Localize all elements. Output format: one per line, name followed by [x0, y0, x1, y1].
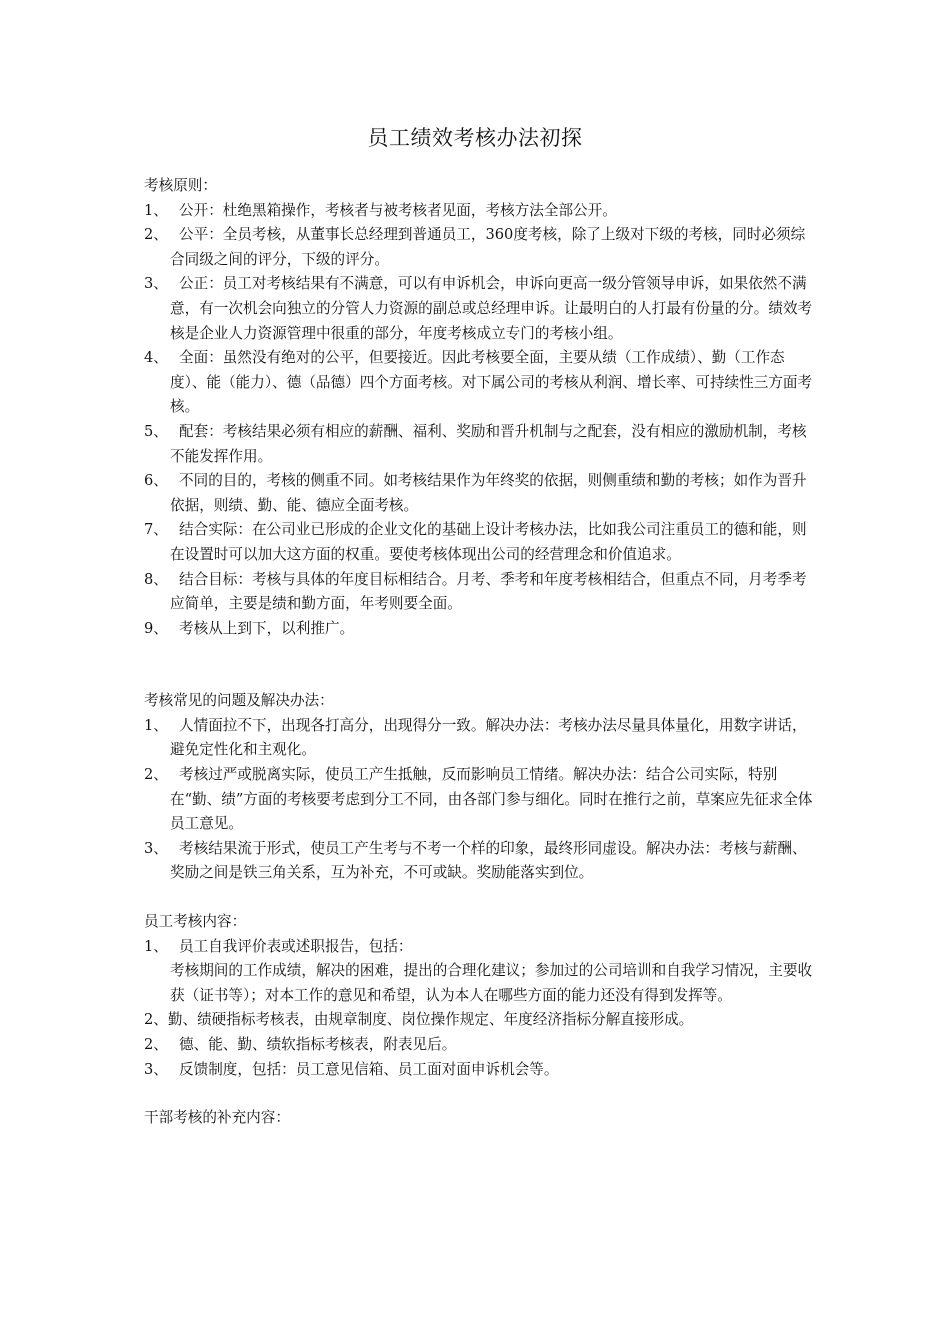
section-spacer — [144, 1082, 818, 1106]
item-text: 公正：员工对考核结果有不满意，可以有申诉机会，申诉向更高一级分管领导申诉，如果依然不满意，有一次机会向独立的分管人力资源的副总或总经理申诉。让最明白的人打最有份量的分。绩效考核是企业人力资源管理中很重的部分，年度考核成立专门的考核小组。 — [170, 275, 813, 342]
section-employee-content — [144, 910, 818, 1082]
list-item — [144, 1058, 818, 1083]
item-text: 配套：考核结果必须有相应的薪酬、福利、奖励和晋升机制与之配套，没有相应的激励机制，考核不能发挥作用。 — [170, 422, 807, 465]
item-number: 3、 — [144, 1060, 168, 1078]
section-spacer — [144, 641, 818, 689]
list-item — [144, 346, 818, 420]
item-text: 德、能、勤、绩软指标考核表，附表见后。 — [179, 1036, 457, 1053]
item-number: 5、 — [144, 422, 168, 440]
item-text: 公开：杜绝黑箱操作，考核者与被考核者见面，考核方法全部公开。 — [179, 201, 617, 219]
item-text: 公平：全员考核，从董事长总经理到普通员工，360度考核，除了上级对下级的考核，同时必须综合同级之间的评分，下级的评分。 — [170, 226, 806, 268]
item-text: 考核结果流于形式，使员工产生考与不考一个样的印象，最终形同虚设。解决办法：考核与薪酬、奖励之间是铁三角关系，互为补充，不可或缺。奖励能落实到位。 — [170, 839, 807, 882]
item-number: 8、 — [144, 570, 168, 588]
list-item — [144, 935, 818, 960]
list-item — [144, 469, 818, 518]
section-principles — [144, 174, 818, 641]
list-item — [144, 1033, 818, 1058]
list-item — [144, 568, 818, 617]
section-cadre-content — [144, 1106, 818, 1131]
problems-list — [144, 714, 818, 886]
section-problems — [144, 689, 818, 886]
item-number: 1、 — [144, 201, 168, 219]
item-number: 9、 — [144, 619, 168, 637]
item-text: 人情面拉不下，出现各打高分，出现得分一致。解决办法：考核办法尽量具体量化，用数字讲话，避免定性化和主观化。 — [170, 716, 807, 759]
item-subtext: 考核期间的工作成绩，解决的困难，提出的合理化建议；参加过的公司培训和自我学习情况，主要收获（证书等）；对本工作的意见和希望，认为本人在哪些方面的能力还没有得到发挥等。 — [170, 962, 813, 1004]
item-text: 员工自我评价表或述职报告，包括： — [179, 937, 413, 955]
item-text: 全面：虽然没有绝对的公平，但要接近。因此考核要全面，主要从绩（工作成绩）、勤（工作态度）、能（能力）、德（品德）四个方面考核。对下属公司的考核从利润、增长率、可持续性三方面考核。 — [170, 349, 813, 416]
item-number: 1、 — [144, 937, 168, 955]
item-text: 考核过严或脱离实际，使员工产生抵触，反而影响员工情绪。解决办法：结合公司实际，特别在“勤、绩”方面的考核要考虑到分工不同，由各部门参与细化。同时在推行之前，草案应先征求全体员工意见。 — [170, 766, 813, 833]
item-text: 不同的目的，考核的侧重不同。如考核结果作为年终奖的依据，则侧重绩和勤的考核；如作为晋升依据，则绩、勤、能、德应全面考核。 — [170, 472, 807, 514]
item-number: 2、 — [144, 1036, 168, 1053]
item-number: 3、 — [144, 275, 168, 293]
item-text: 反馈制度，包括：员工意见信箱、员工面对面申诉机会等。 — [179, 1060, 559, 1078]
employee-content-list — [144, 935, 818, 1083]
list-item — [144, 837, 818, 886]
section-heading: 考核常见的问题及解决办法： — [144, 692, 334, 710]
list-item — [144, 763, 818, 837]
item-text: 结合实际：在公司业已形成的企业文化的基础上设计考核办法，比如我公司注重员工的德和能，则在设置时可以加大这方面的权重。要使考核体现出公司的经营理念和价值追求。 — [170, 521, 807, 563]
item-number: 3、 — [144, 839, 168, 857]
item-number: 1、 — [144, 716, 168, 734]
list-item — [144, 518, 818, 567]
item-number: 7、 — [144, 521, 168, 539]
list-item — [144, 223, 818, 272]
item-text: 考核从上到下，以利推广。 — [179, 619, 355, 637]
list-item-subtext — [144, 959, 818, 1008]
list-item — [144, 617, 818, 642]
section-heading: 员工考核内容： — [144, 913, 247, 931]
list-item — [144, 272, 818, 346]
item-number: 2、 — [144, 766, 168, 784]
list-item — [144, 1008, 818, 1033]
item-text: 勤、绩硬指标考核表，由规章制度、岗位操作规定、年度经济指标分解直接形成。 — [167, 1011, 694, 1029]
section-heading: 考核原则： — [144, 177, 217, 194]
section-spacer — [144, 886, 818, 910]
item-number: 2、 — [144, 226, 168, 244]
item-text: 结合目标：考核与具体的年度目标相结合。月考、季考和年度考核相结合，但重点不同，月考季考应简单，主要是绩和勤方面，年考则要全面。 — [170, 570, 807, 613]
list-item — [144, 714, 818, 763]
list-item — [144, 199, 818, 224]
item-number: 6、 — [144, 472, 168, 490]
principles-list — [144, 199, 818, 642]
item-number: 4、 — [144, 349, 168, 367]
list-item — [144, 420, 818, 469]
section-heading: 干部考核的补充内容： — [144, 1109, 290, 1127]
document-body — [144, 174, 818, 1131]
item-number: 2、 — [144, 1011, 168, 1029]
document-title: 员工绩效考核办法初探 — [367, 126, 583, 150]
